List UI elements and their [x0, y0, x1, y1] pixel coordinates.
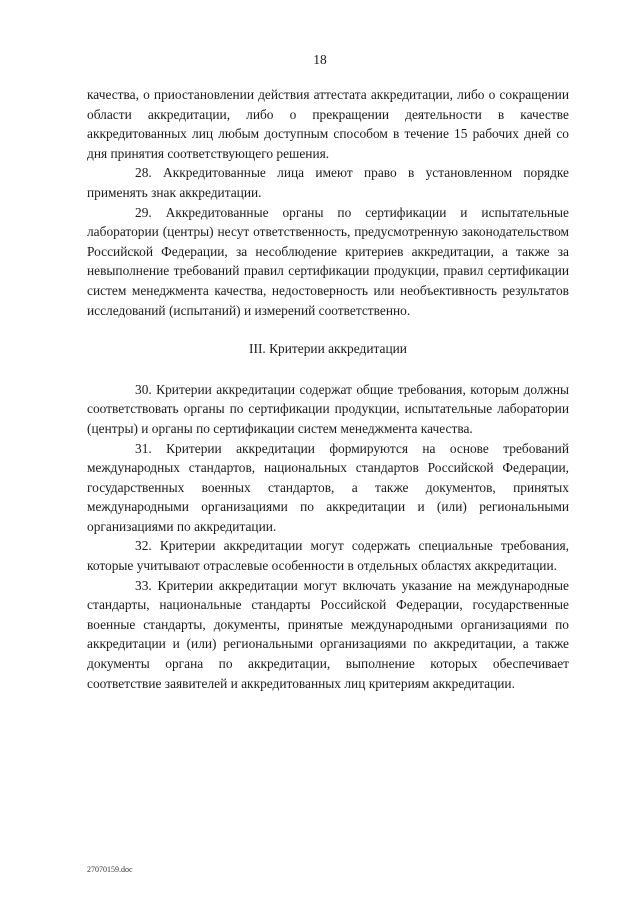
paragraph-29: 29. Аккредитованные органы по сертификации и испытательные лаборатории (центры) несут ответственность, предусмотренную законодательством Российской Федерации, за несоблюдение критериев аккредитации, а также за невыполнение требований правил сертификации продукции, правил сертификации систем менеджмента качества, недостоверность или необъективность результатов исследований (испытаний) и измерений соответственно. — [87, 204, 569, 318]
paragraph-30: 30. Критерии аккредитации содержат общие требования, которым должны соответствовать органы по сертификации продукции, испытательные лаборатории (центры) и органы по сертификации систем менеджмента качества. — [87, 381, 569, 436]
footer-filename: 27070159.doc — [87, 865, 133, 874]
paragraph-32: 32. Критерии аккредитации могут содержать специальные требования, которые учитывают отраслевые особенности в отдельных областях аккредитации. — [87, 538, 569, 574]
page-number: 18 — [313, 52, 327, 67]
paragraph-continued: качества, о приостановлении действия аттестата аккредитации, либо о сокращении области аккредитации, либо о прекращении деятельности в качестве аккредитованных лиц любым доступным способом в течение 15 рабочих дней со дня принятия соответствующего решения. — [87, 87, 569, 161]
section-heading: III. Критерии аккредитации — [249, 341, 407, 357]
paragraph-31: 31. Критерии аккредитации формируются на основе требований международных стандартов, национальных стандартов Российской Федерации, государственных военных стандартов, а также документов, принятых международными организациями по аккредитации и (или) региональными организациями по аккредитации. — [87, 440, 569, 534]
paragraph-33: 33. Критерии аккредитации могут включать указание на международные стандарты, национальные стандарты Российской Федерации, государственные военные стандарты, документы, принятые международными организациями по аккредитации и (или) региональными организациями по аккредитации, а также документы органа по аккредитации, выполнение которых обеспечивает соответствие заявителей и аккредитованных лиц критериям аккредитации. — [87, 577, 569, 691]
document-body — [87, 85, 569, 693]
paragraph-28: 28. Аккредитованные лица имеют право в установленном порядке применять знак аккредитации. — [87, 165, 569, 200]
